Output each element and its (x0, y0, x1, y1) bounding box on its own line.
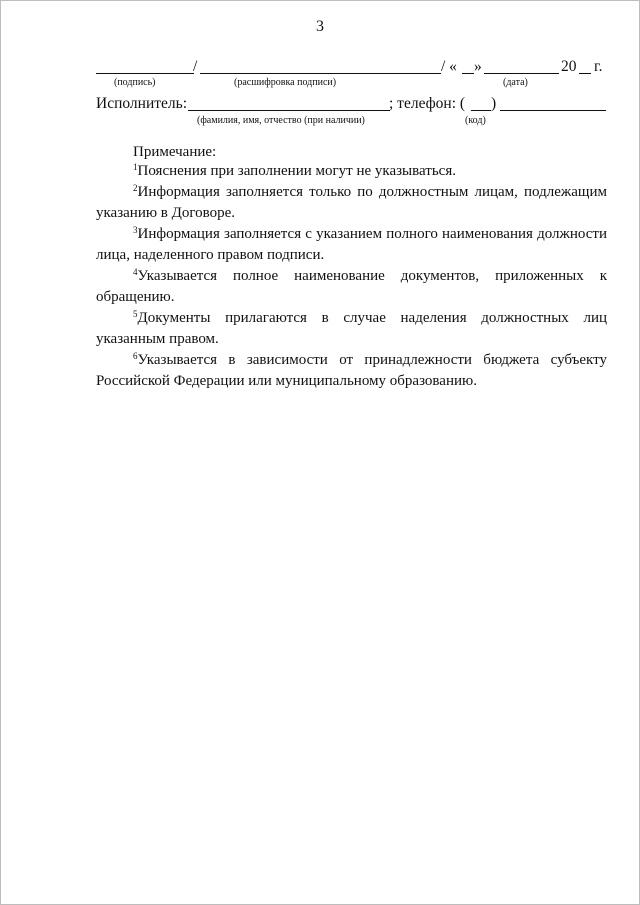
note-text: Информация заполняется с указанием полного наименования должности лица, наделенного правом подписи. (96, 226, 607, 263)
signature-decoding-line[interactable] (200, 73, 441, 74)
notes-list (96, 161, 607, 392)
note-marker: 6 (133, 351, 138, 361)
page-number: 3 (316, 18, 324, 35)
date-year-line[interactable] (579, 73, 591, 74)
date-open-quote: / « (441, 58, 457, 75)
note-marker: 3 (133, 225, 138, 235)
note-text: Указывается в зависимости от принадлежности бюджета субъекту Российской Федерации или муниципальному образованию. (96, 352, 607, 389)
date-close-quote: » (474, 58, 482, 75)
signature-slash: / (193, 58, 198, 75)
note-item (96, 161, 607, 182)
date-year-prefix: 20 (561, 58, 577, 75)
note-text: Информация заполняется только по должностным лицам, подлежащим указанию в Договоре. (96, 184, 607, 221)
phone-label: ; телефон: ( (389, 95, 466, 112)
note-text: Пояснения при заполнении могут не указываться. (137, 163, 456, 179)
note-item (96, 308, 607, 350)
phone-number-line[interactable] (500, 110, 606, 111)
note-marker: 2 (133, 183, 138, 193)
date-year-suffix: г. (594, 58, 603, 75)
caption-signature: (подпись) (114, 77, 156, 88)
note-item (96, 182, 607, 224)
phone-paren-close: ) (491, 95, 497, 112)
note-marker: 1 (133, 162, 138, 172)
executor-name-line[interactable] (188, 110, 390, 111)
note-item (96, 224, 607, 266)
executor-label: Исполнитель: (96, 95, 188, 112)
notes-title: Примечание: (133, 144, 217, 160)
caption-executor-name: (фамилия, имя, отчество (при наличии) (197, 115, 365, 126)
caption-decoding: (расшифровка подписи) (234, 77, 337, 88)
date-month-line[interactable] (484, 73, 559, 74)
note-item (96, 266, 607, 308)
note-text: Указывается полное наименование документов, приложенных к обращению. (96, 268, 607, 305)
caption-date: (дата) (503, 77, 528, 88)
phone-code-line[interactable] (471, 110, 491, 111)
note-item (96, 350, 607, 392)
caption-phone-code: (код) (465, 115, 486, 126)
note-text: Документы прилагаются в случае наделения должностных лиц указанным правом. (96, 310, 607, 347)
signature-line[interactable] (96, 73, 194, 74)
note-marker: 4 (133, 267, 138, 277)
note-marker: 5 (133, 309, 138, 319)
date-day-line[interactable] (462, 73, 474, 74)
